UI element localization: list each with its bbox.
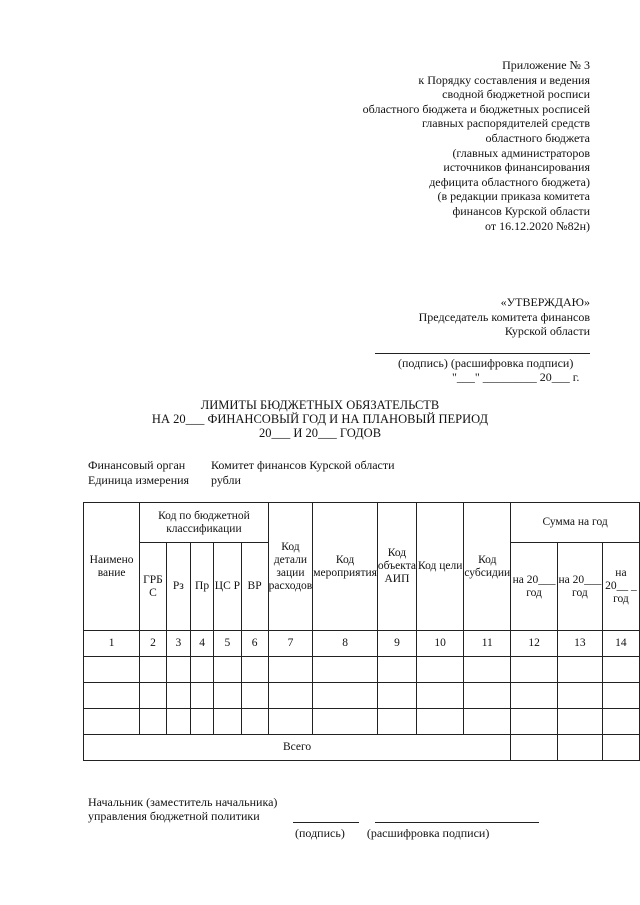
- col-num: 6: [241, 631, 268, 657]
- title-line-1: ЛИМИТЫ БЮДЖЕТНЫХ ОБЯЗАТЕЛЬСТВ: [200, 398, 440, 412]
- table-cell: [268, 657, 313, 683]
- col-num: 11: [464, 631, 511, 657]
- table-cell: [602, 657, 639, 683]
- fin-organ-value: Комитет финансов Курской области: [211, 458, 395, 472]
- footer-sign-caption: (подпись): [295, 826, 345, 840]
- table-cell: [166, 683, 190, 709]
- unit-value: рубли: [211, 473, 241, 487]
- document-title: [0, 398, 640, 440]
- appendix-line: Приложение № 3: [502, 58, 590, 72]
- table-cell: [166, 709, 190, 735]
- col-num: 7: [268, 631, 313, 657]
- header-aip-code: Код объекта АИП: [377, 503, 416, 631]
- col-num: 1: [84, 631, 140, 657]
- col-num: 4: [190, 631, 213, 657]
- approval-signature-line: [375, 353, 590, 354]
- appendix-line: областного бюджета: [485, 130, 590, 145]
- table-row: [84, 683, 640, 709]
- approval-heading: «УТВЕРЖДАЮ»: [500, 295, 590, 309]
- approval-block: [290, 295, 590, 339]
- table-cell: [602, 735, 639, 761]
- approval-date-line: "___" _________ 20___ г.: [452, 370, 580, 384]
- total-label: Всего: [84, 735, 511, 761]
- col-num: 2: [140, 631, 167, 657]
- header-year-2: на 20___ год: [557, 543, 602, 631]
- table-cell: [417, 709, 464, 735]
- appendix-line: (в редакции приказа комитета: [437, 189, 590, 204]
- table-cell: [241, 683, 268, 709]
- col-num: 5: [214, 631, 241, 657]
- table-cell: [602, 709, 639, 735]
- column-number-row: [84, 631, 640, 657]
- appendix-line: к Порядку составления и ведения: [418, 72, 590, 87]
- table-cell: [557, 657, 602, 683]
- table-cell: [190, 709, 213, 735]
- table-cell: [84, 657, 140, 683]
- table-cell: [511, 657, 558, 683]
- table-cell: [377, 683, 416, 709]
- table-cell: [268, 683, 313, 709]
- table-cell: [377, 657, 416, 683]
- header-pr: Пр: [190, 543, 213, 631]
- table-cell: [464, 657, 511, 683]
- title-line-2: НА 20___ ФИНАНСОВЫЙ ГОД И НА ПЛАНОВЫЙ ПЕРИОД: [151, 412, 489, 426]
- fin-organ-label: Финансовый орган: [88, 458, 186, 472]
- header-subsidy-code: Код субсидии: [464, 503, 511, 631]
- table-cell: [417, 683, 464, 709]
- title-line-3: 20___ И 20___ ГОДОВ: [258, 426, 382, 440]
- footer-line-1: Начальник (заместитель начальника): [88, 795, 278, 809]
- table-cell: [190, 657, 213, 683]
- table-cell: [140, 683, 167, 709]
- table-cell: [241, 657, 268, 683]
- table-cell: [84, 709, 140, 735]
- col-num: 14: [602, 631, 639, 657]
- table-cell: [602, 683, 639, 709]
- table-cell: [214, 657, 241, 683]
- appendix-line: (главных администраторов: [452, 145, 590, 160]
- footer-captions: [295, 826, 489, 841]
- unit-label: Единица измерения: [88, 473, 190, 487]
- appendix-block: [260, 58, 590, 233]
- table-cell: [557, 735, 602, 761]
- header-name: Наимено вание: [84, 503, 140, 631]
- table-cell: [313, 657, 378, 683]
- header-goal-code: Код цели: [417, 503, 464, 631]
- col-num: 13: [557, 631, 602, 657]
- appendix-line: от 16.12.2020 №82н): [485, 218, 590, 233]
- header-sum-group: Сумма на год: [511, 503, 640, 543]
- appendix-line: областного бюджета и бюджетных росписей: [362, 101, 590, 116]
- header-vr: ВР: [241, 543, 268, 631]
- total-row: [84, 735, 640, 761]
- limits-table: [83, 502, 640, 761]
- table-cell: [464, 709, 511, 735]
- table-cell: [511, 709, 558, 735]
- approval-signature-caption: (подпись) (расшифровка подписи): [398, 356, 574, 370]
- table-cell: [313, 683, 378, 709]
- appendix-line: финансов Курской области: [452, 203, 590, 218]
- col-num: 3: [166, 631, 190, 657]
- footer-decode-line: [375, 822, 539, 823]
- header-rz: Рз: [166, 543, 190, 631]
- approval-position: Председатель комитета финансов: [418, 309, 590, 324]
- table-cell: [557, 683, 602, 709]
- col-num: 12: [511, 631, 558, 657]
- col-num: 10: [417, 631, 464, 657]
- header-year-3: на 20__ _ год: [602, 543, 639, 631]
- approval-org: Курской области: [504, 324, 590, 339]
- table-cell: [241, 709, 268, 735]
- footer-block: [88, 795, 277, 823]
- header-grbs: ГРБ С: [140, 543, 167, 631]
- table-row: [84, 657, 640, 683]
- header-code-group: Код по бюджетной классификации: [140, 503, 268, 543]
- table-cell: [377, 709, 416, 735]
- header-year-1: на 20___ год: [511, 543, 558, 631]
- table-cell: [417, 657, 464, 683]
- appendix-line: дефицита областного бюджета): [429, 174, 590, 189]
- table-cell: [214, 683, 241, 709]
- footer-decode-caption: (расшифровка подписи): [366, 826, 490, 840]
- table-cell: [268, 709, 313, 735]
- meta-block: [88, 458, 395, 488]
- header-detail-code: Код детали зации расходов: [268, 503, 313, 631]
- footer-sign-line: [293, 822, 359, 823]
- table-cell: [140, 657, 167, 683]
- table-cell: [511, 683, 558, 709]
- table-cell: [557, 709, 602, 735]
- table-cell: [166, 657, 190, 683]
- footer-line-2: управления бюджетной политики: [88, 809, 260, 823]
- table-cell: [140, 709, 167, 735]
- table-cell: [214, 709, 241, 735]
- appendix-line: главных распорядителей средств: [421, 116, 590, 131]
- col-num: 9: [377, 631, 416, 657]
- appendix-line: сводной бюджетной росписи: [442, 87, 590, 102]
- header-csr: ЦС Р: [214, 543, 241, 631]
- col-num: 8: [313, 631, 378, 657]
- table-cell: [313, 709, 378, 735]
- table-cell: [511, 735, 558, 761]
- table-cell: [84, 683, 140, 709]
- table-cell: [190, 683, 213, 709]
- header-event-code: Код мероприятия: [313, 503, 378, 631]
- appendix-line: источников финансирования: [443, 160, 590, 175]
- table-row: [84, 709, 640, 735]
- table-cell: [464, 683, 511, 709]
